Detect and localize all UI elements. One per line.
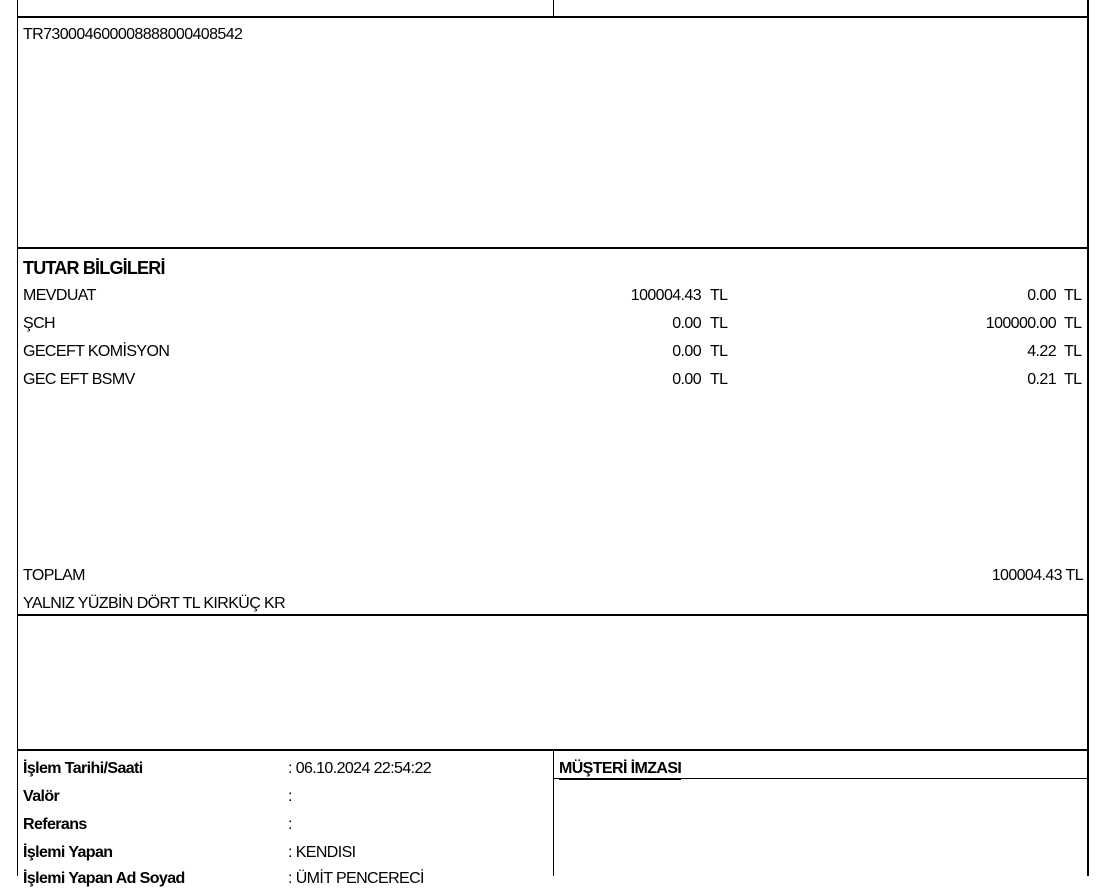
debit-amount: 100004.43: [630, 287, 701, 304]
credit-amount: 100000.00: [985, 315, 1056, 332]
credit-amount: 0.00: [1027, 287, 1056, 304]
detail-label: İşlem Tarihi/Saati: [23, 760, 143, 777]
amount-row-label: GECEFT KOMİSYON: [23, 343, 170, 360]
detail-value: : KENDISI: [288, 844, 356, 861]
credit-amount: 0.21: [1027, 371, 1056, 388]
credit-currency: TL: [1064, 371, 1082, 388]
frame-left-border: [17, 0, 18, 876]
debit-amount: 0.00: [672, 315, 701, 332]
amount-row-label: MEVDUAT: [23, 287, 96, 304]
debit-currency: TL: [710, 287, 728, 304]
frame-right-border: [1087, 0, 1089, 876]
bottom-column-divider: [553, 749, 554, 876]
amounts-section-title: TUTAR BİLGİLERİ: [23, 258, 165, 278]
debit-currency: TL: [710, 343, 728, 360]
credit-amount: 4.22: [1027, 343, 1056, 360]
credit-currency: TL: [1064, 343, 1082, 360]
credit-currency: TL: [1064, 287, 1082, 304]
top-column-divider: [553, 0, 554, 16]
detail-label: Valör: [23, 788, 60, 805]
total-label: TOPLAM: [23, 567, 85, 584]
amount-in-words: YALNIZ YÜZBİN DÖRT TL KIRKÜÇ KR: [23, 594, 285, 615]
iban-text: TR730004600008888000408542: [23, 26, 243, 43]
detail-label: Referans: [23, 816, 87, 833]
debit-currency: TL: [710, 315, 728, 332]
credit-currency: TL: [1064, 315, 1082, 332]
divider-top: [17, 16, 1089, 18]
total-value: 100004.43 TL: [991, 567, 1083, 584]
amount-row-label: ŞCH: [23, 315, 55, 332]
detail-value: : ÜMİT PENCERECİ: [288, 870, 424, 887]
divider-amounts: [17, 247, 1089, 249]
detail-value: :: [288, 788, 292, 805]
debit-amount: 0.00: [672, 371, 701, 388]
detail-label: İşlemi Yapan: [23, 844, 113, 861]
signature-title: MÜŞTERİ İMZASI: [559, 759, 681, 780]
detail-value: : 06.10.2024 22:54:22: [288, 760, 432, 777]
debit-currency: TL: [710, 371, 728, 388]
amount-row-label: GEC EFT BSMV: [23, 371, 135, 388]
detail-label: İşlemi Yapan Ad Soyad: [23, 870, 185, 887]
detail-value: :: [288, 816, 292, 833]
debit-amount: 0.00: [672, 343, 701, 360]
